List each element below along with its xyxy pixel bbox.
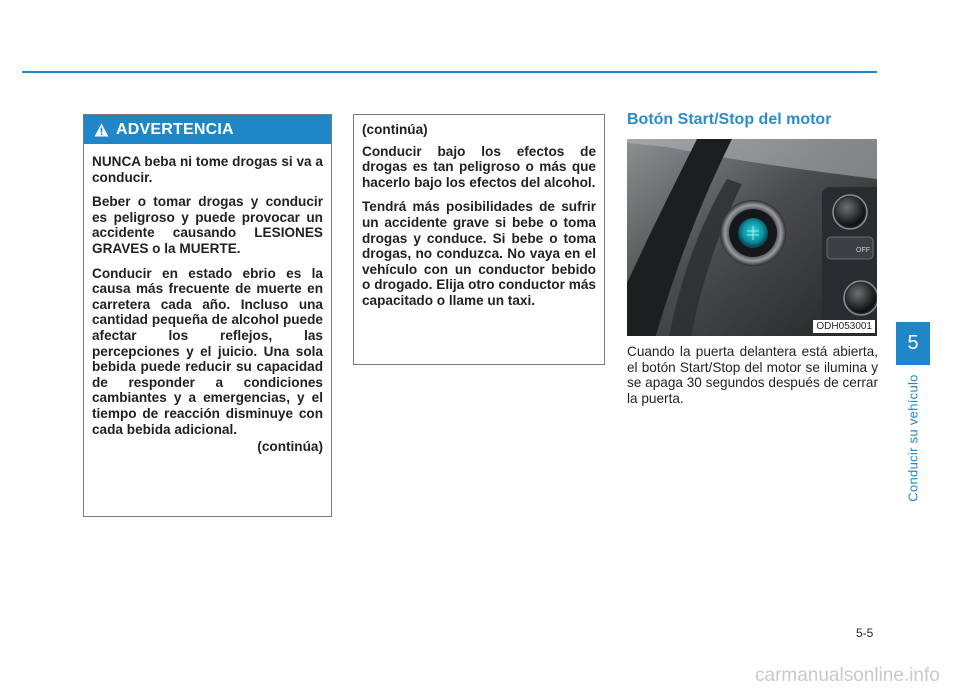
chapter-number: 5 <box>907 332 919 354</box>
chapter-tab <box>896 322 930 365</box>
warning-paragraph-3: Conducir en estado ebrio es la causa más frecuente de muerte en carretera cada año. Incluso una cantidad pequeña de alcohol puede afectar los reflejos, las percepciones y el juicio. Una sola bebida puede reducir su capacidad de responder a condiciones cambiantes y a emergencias, y el tiempo de reacción disminuye con cada bebida adicional. <box>92 265 323 437</box>
page-number: 5-5 <box>856 626 874 640</box>
warning-paragraph-2: Beber o tomar drogas y conducir es peligroso y puede provocar un accidente causando LESIONES GRAVES o la MUERTE. <box>92 194 323 256</box>
warning-triangle-icon <box>94 123 109 137</box>
continued-paragraph-1: Conducir bajo los efectos de drogas es tan peligroso o más que hacerlo bajo los efectos del alcohol. <box>362 143 596 190</box>
continued-box <box>353 114 605 365</box>
off-button-label: OFF <box>856 247 870 254</box>
section-description: Cuando la puerta delantera está abierta, el botón Start/Stop del motor se ilumina y se apaga 30 segundos después de cerrar la puerta. <box>627 344 878 406</box>
top-rule <box>22 71 877 73</box>
chapter-title: Conducir su vehículo <box>905 374 921 502</box>
warning-header <box>84 115 331 144</box>
image-code: ODH053001 <box>813 320 875 333</box>
warning-title: ADVERTENCIA <box>116 120 234 138</box>
continued-paragraph-2: Tendrá más posibilidades de sufrir un accidente grave si bebe o toma drogas y conduce. Si bebe o toma drogas, no conduzca. No vaya en el vehículo con un conductor bebido o drogado. Elija otro conductor más capacitado o llame un taxi. <box>362 199 596 308</box>
continued-header: (continúa) <box>362 122 428 137</box>
start-stop-button-photo <box>627 139 877 336</box>
warning-paragraph-1: NUNCA beba ni tome drogas si va a conducir. <box>92 154 323 185</box>
warning-continued: (continúa) <box>257 439 323 455</box>
section-title: Botón Start/Stop del motor <box>627 111 832 128</box>
warning-box <box>83 114 332 517</box>
dashboard-illustration <box>627 139 877 336</box>
warning-body <box>84 144 331 455</box>
watermark: carmanualsonline.info <box>755 665 940 686</box>
